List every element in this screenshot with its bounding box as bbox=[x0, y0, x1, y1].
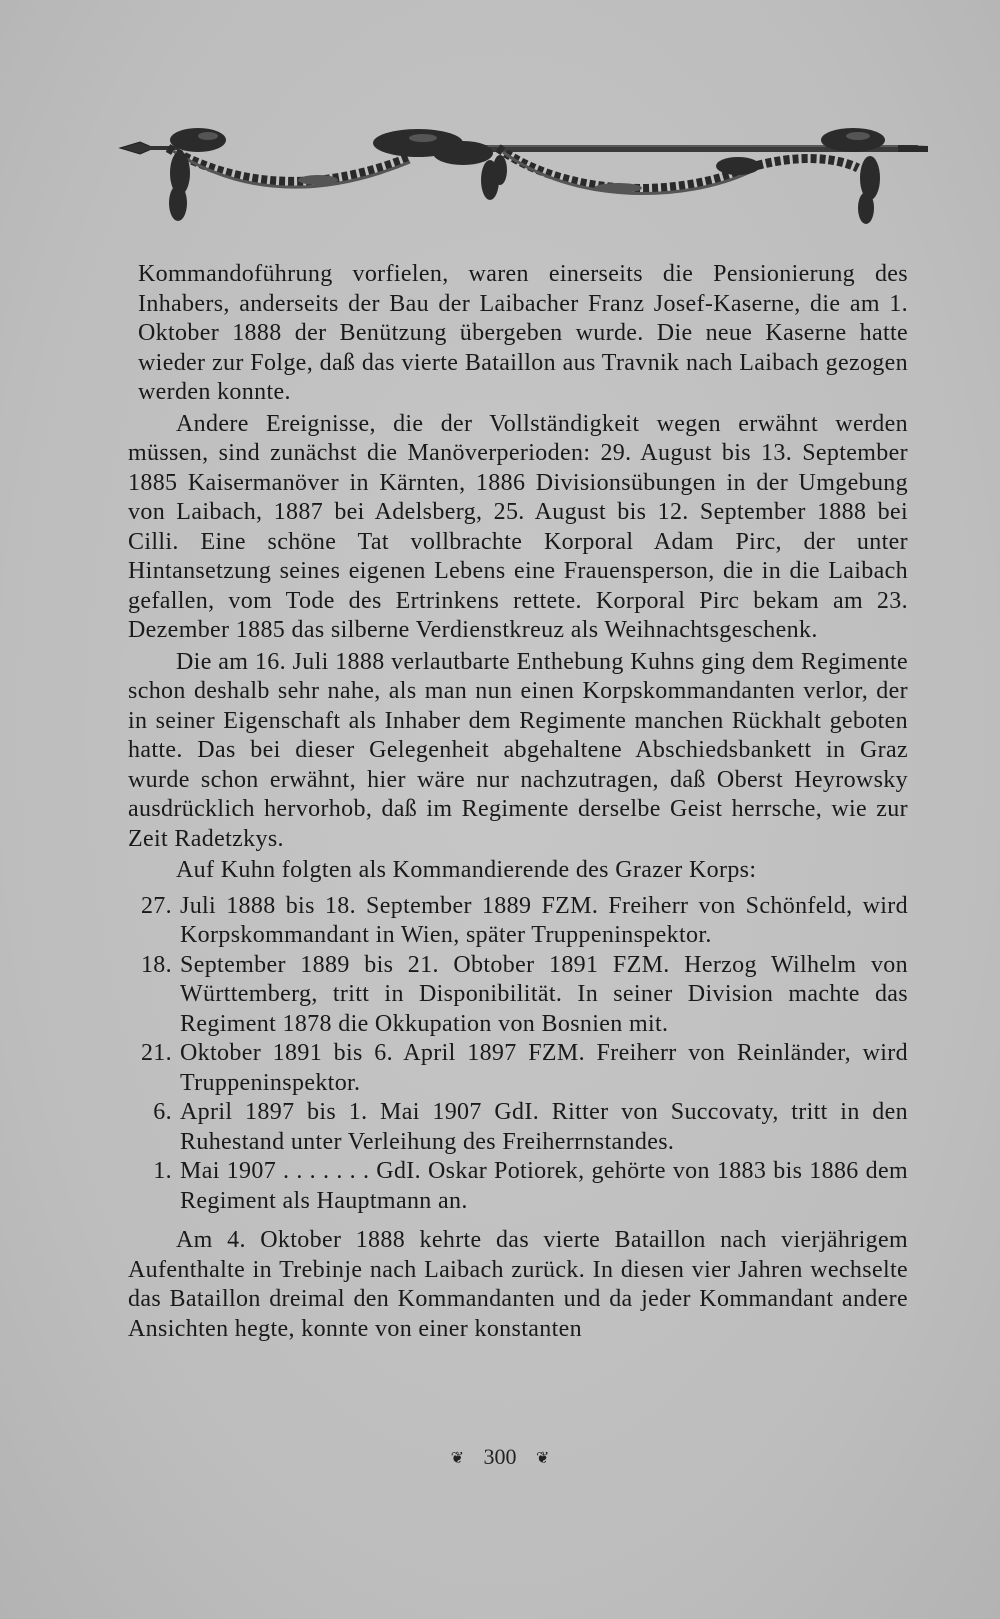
list-item-date: 1. bbox=[153, 1158, 172, 1184]
list-item-text: Juli 1888 bis 18. September 1889 FZM. Freiherr von Schönfeld, wird Korpskommandant in Wien, später Truppeninspektor. bbox=[180, 892, 908, 948]
paragraph-5: Am 4. Oktober 1888 kehrte das vierte Bataillon nach vierjährigem Aufenthalte in Trebinje nach Laibach zurück. In diesen vier Jahren wechselte das Bataillon dreimal den Kommandanten und da jeder Kommandant andere Ansichten hegte, konnte von einer konstanten bbox=[128, 1227, 908, 1342]
commanders-list bbox=[128, 892, 908, 1217]
paragraph-1: Kommandoführung vorfielen, waren einerseits die Pensionierung des Inhabers, anderseits der Bau der Laibacher Franz Josef-Kaserne, die am 1. Oktober 1888 der Benützung übergeben wurde. Die neue Kaserne hatte wieder zur Folge, daß das vierte Bataillon aus Travnik nach Laibach gezogen werden konnte. bbox=[138, 261, 908, 405]
list-item bbox=[128, 892, 908, 951]
list-item-date: 18. bbox=[140, 951, 172, 978]
ornamental-header-garland bbox=[118, 118, 930, 233]
page-number: 300 bbox=[483, 1444, 517, 1469]
page-number-footer bbox=[0, 1444, 1000, 1470]
paragraph-4: Auf Kuhn folgten als Kommandierende des Grazer Korps: bbox=[176, 857, 757, 883]
list-item-date: 27. bbox=[140, 892, 172, 919]
list-item-text: Oktober 1891 bis 6. April 1897 FZM. Freiherr von Reinländer, wird Truppeninspektor. bbox=[180, 1040, 908, 1096]
list-item bbox=[128, 1157, 908, 1216]
paragraph-3: Die am 16. Juli 1888 verlautbarte Enthebung Kuhns ging dem Regimente schon deshalb sehr nahe, als man nun einen Korpskommandanten verlor, der in seiner Eigenschaft als Inhaber dem Regimente manchen Rückhalt geboten hatte. Das bei dieser Gelegenheit abgehaltene Abschiedsbankett in Graz wurde schon erwähnt, hier wäre nur nachzutragen, daß Oberst Heyrowsky ausdrücklich hervorhob, daß im Regimente derselbe Geist herrsche, wie zur Zeit Radetzkys. bbox=[128, 648, 908, 852]
ornament-left-icon: ❦ bbox=[450, 1450, 464, 1467]
paragraph-2: Andere Ereignisse, die der Vollständigkeit wegen erwähnt werden müssen, sind zunächst die Manöverperioden: 29. August bis 13. September 1885 Kaisermanöver in Kärnten, 1886 Divisionsübungen in der Umgebung von Laibach, 1887 bei Adelsberg, 25. August bis 12. September 1888 bei Cilli. Eine schöne Tat vollbrachte Korporal Adam Pirc, der unter Hintansetzung seines eigenen Lebens eine Frauensperson, die in die Laibach gefallen, vom Tode des Ertrinkens rettete. Korporal Pirc bekam am 23. Dezember 1885 das silberne Verdienstkreuz als Weihnachtsgeschenk. bbox=[128, 410, 908, 643]
list-item-date: 21. bbox=[140, 1040, 172, 1066]
ornament-right-icon: ❦ bbox=[536, 1450, 550, 1467]
list-item-date: 6. bbox=[153, 1099, 172, 1125]
list-item-text: September 1889 bis 21. Obtober 1891 FZM. Herzog Wilhelm von Württemberg, tritt in Disponibilität. In seiner Division machte das Regiment 1878 die Okkupation von Bosnien mit. bbox=[180, 951, 908, 1037]
list-item bbox=[128, 1098, 908, 1157]
list-item-text: April 1897 bis 1. Mai 1907 GdI. Ritter von Succovaty, tritt in den Ruhestand unter Verleihung des Freiherrnstandes. bbox=[180, 1099, 908, 1155]
list-item bbox=[128, 1039, 908, 1098]
list-item-text: Mai 1907 . . . . . . . GdI. Oskar Potiorek, gehörte von 1883 bis 1886 dem Regiment als Hauptmann an. bbox=[180, 1158, 908, 1214]
list-item bbox=[128, 951, 908, 1040]
text-body bbox=[128, 260, 908, 1344]
